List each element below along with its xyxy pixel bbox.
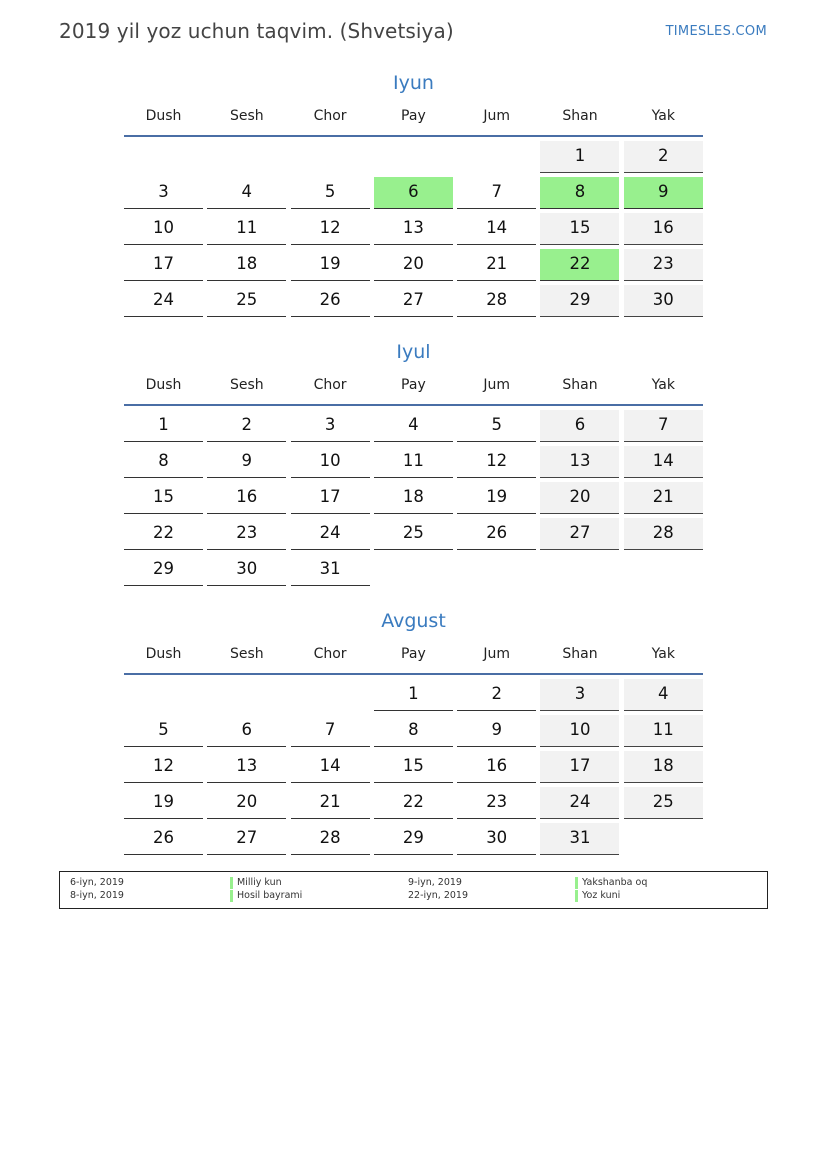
day-cell: 24 [540,787,619,819]
legend-date: 6-iyn, 2019 [70,877,124,888]
week-row [124,751,703,783]
day-cell: 8 [374,715,453,747]
empty-cell [540,554,619,586]
weekday-header [124,369,703,401]
weekday-label: Shan [562,377,598,393]
day-cell: 22 [124,518,203,550]
calendar-grid [124,137,703,317]
day-cell: 2 [207,410,286,442]
month-title: Iyun [393,72,434,94]
week-row [124,177,703,209]
day-cell: 7 [291,715,370,747]
day-cell: 18 [374,482,453,514]
holiday-day-cell: 9 [624,177,703,209]
day-cell: 5 [124,715,203,747]
holiday-day-cell: 8 [540,177,619,209]
weekday-label: Yak [651,108,675,124]
weekday-label: Chor [313,108,347,124]
holiday-color-marker [230,877,233,889]
week-row [124,249,703,281]
weekday-label: Sesh [229,646,264,662]
day-cell: 29 [124,554,203,586]
empty-cell [291,679,370,711]
day-cell: 5 [457,410,536,442]
day-cell: 4 [374,410,453,442]
weekday-label: Sesh [229,377,264,393]
day-cell: 26 [457,518,536,550]
month-iyul [124,337,703,590]
weekday-label: Dush [145,108,182,124]
day-cell: 11 [624,715,703,747]
empty-cell [291,141,370,173]
day-cell: 25 [624,787,703,819]
day-cell: 14 [291,751,370,783]
day-cell: 1 [124,410,203,442]
day-cell: 3 [124,177,203,209]
empty-cell [624,554,703,586]
week-row [124,518,703,550]
day-cell: 23 [457,787,536,819]
weekday-label: Dush [145,646,182,662]
weekday-label: Jum [483,377,510,393]
weekday-label: Chor [313,646,347,662]
weekday-label: Pay [401,108,426,124]
day-cell: 7 [624,410,703,442]
holiday-color-marker [575,890,578,902]
day-cell: 2 [624,141,703,173]
day-cell: 8 [124,446,203,478]
holiday-color-marker [230,890,233,902]
day-cell: 19 [291,249,370,281]
day-cell: 16 [457,751,536,783]
day-cell: 12 [457,446,536,478]
empty-cell [124,679,203,711]
day-cell: 15 [540,213,619,245]
day-cell: 14 [624,446,703,478]
holiday-color-marker [575,877,578,889]
day-cell: 9 [457,715,536,747]
day-cell: 10 [540,715,619,747]
day-cell: 16 [624,213,703,245]
day-cell: 1 [374,679,453,711]
month-avgust [124,606,703,859]
empty-cell [207,679,286,711]
empty-cell [124,141,203,173]
day-cell: 27 [374,285,453,317]
day-cell: 17 [124,249,203,281]
day-cell: 27 [207,823,286,855]
month-title: Iyul [396,341,431,363]
empty-cell [374,554,453,586]
day-cell: 15 [374,751,453,783]
day-cell: 30 [624,285,703,317]
day-cell: 7 [457,177,536,209]
day-cell: 15 [124,482,203,514]
week-row [124,141,703,173]
legend-holiday-name: Milliy kun [237,877,282,888]
empty-cell [374,141,453,173]
day-cell: 21 [624,482,703,514]
day-cell: 12 [124,751,203,783]
day-cell: 6 [540,410,619,442]
day-cell: 29 [540,285,619,317]
week-row [124,410,703,442]
day-cell: 17 [540,751,619,783]
weekday-label: Yak [651,377,675,393]
day-cell: 28 [624,518,703,550]
holiday-day-cell: 6 [374,177,453,209]
week-row [124,715,703,747]
day-cell: 30 [457,823,536,855]
weekday-label: Pay [401,377,426,393]
empty-cell [624,823,703,855]
week-row [124,285,703,317]
weekday-label: Dush [145,377,182,393]
day-cell: 23 [624,249,703,281]
week-row [124,446,703,478]
weekday-label: Jum [483,646,510,662]
day-cell: 25 [207,285,286,317]
day-cell: 20 [207,787,286,819]
legend-date: 8-iyn, 2019 [70,890,124,901]
day-cell: 10 [124,213,203,245]
day-cell: 11 [374,446,453,478]
day-cell: 3 [540,679,619,711]
day-cell: 17 [291,482,370,514]
weekday-label: Shan [562,108,598,124]
day-cell: 28 [457,285,536,317]
day-cell: 24 [124,285,203,317]
day-cell: 16 [207,482,286,514]
day-cell: 31 [291,554,370,586]
day-cell: 29 [374,823,453,855]
weekday-label: Chor [313,377,347,393]
week-row [124,823,703,855]
week-row [124,787,703,819]
weekday-label: Yak [651,646,675,662]
day-cell: 23 [207,518,286,550]
day-cell: 13 [540,446,619,478]
holiday-legend [59,871,768,909]
day-cell: 26 [124,823,203,855]
page-title: 2019 yil yoz uchun taqvim. (Shvetsiya) [59,19,454,43]
legend-date: 9-iyn, 2019 [408,877,462,888]
empty-cell [207,141,286,173]
day-cell: 14 [457,213,536,245]
empty-cell [457,141,536,173]
month-iyun [124,68,703,321]
day-cell: 24 [291,518,370,550]
site-link[interactable]: TIMESLES.COM [665,24,767,39]
day-cell: 3 [291,410,370,442]
weekday-header [124,638,703,670]
weekday-label: Shan [562,646,598,662]
month-title: Avgust [381,610,446,632]
calendar-grid [124,406,703,586]
weekday-label: Sesh [229,108,264,124]
day-cell: 25 [374,518,453,550]
day-cell: 19 [457,482,536,514]
day-cell: 12 [291,213,370,245]
legend-holiday-name: Hosil bayrami [237,890,303,901]
weekday-label: Jum [483,108,510,124]
day-cell: 2 [457,679,536,711]
day-cell: 22 [374,787,453,819]
weekday-header [124,100,703,132]
day-cell: 13 [374,213,453,245]
day-cell: 18 [624,751,703,783]
day-cell: 18 [207,249,286,281]
weekday-label: Pay [401,646,426,662]
day-cell: 20 [540,482,619,514]
week-row [124,213,703,245]
day-cell: 21 [457,249,536,281]
day-cell: 1 [540,141,619,173]
day-cell: 21 [291,787,370,819]
day-cell: 26 [291,285,370,317]
day-cell: 6 [207,715,286,747]
day-cell: 10 [291,446,370,478]
day-cell: 30 [207,554,286,586]
calendar-grid [124,675,703,855]
holiday-day-cell: 22 [540,249,619,281]
day-cell: 20 [374,249,453,281]
day-cell: 28 [291,823,370,855]
empty-cell [457,554,536,586]
legend-holiday-name: Yakshanba oq [582,877,648,888]
day-cell: 31 [540,823,619,855]
week-row [124,482,703,514]
day-cell: 5 [291,177,370,209]
day-cell: 4 [624,679,703,711]
day-cell: 27 [540,518,619,550]
day-cell: 13 [207,751,286,783]
day-cell: 11 [207,213,286,245]
week-row [124,554,703,586]
legend-holiday-name: Yoz kuni [582,890,621,901]
day-cell: 4 [207,177,286,209]
legend-date: 22-iyn, 2019 [408,890,469,901]
day-cell: 9 [207,446,286,478]
day-cell: 19 [124,787,203,819]
week-row [124,679,703,711]
